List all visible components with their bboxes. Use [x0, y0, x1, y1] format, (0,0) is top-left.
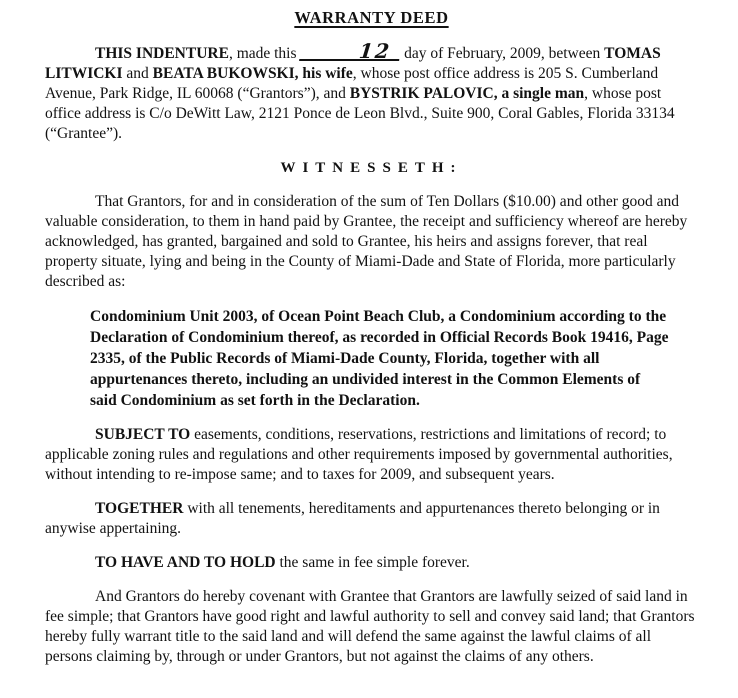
text-run: , whose post office address is C/o DeWitt Law, 2121 Ponce de Leon Blvd., Suite 900, Coral Gables, Florida 33134 (“Grantee”). [45, 85, 675, 142]
paragraph-together [45, 499, 698, 539]
text-run: BEATA BUKOWSKI, his wife [152, 65, 353, 82]
text-run: , made this [228, 45, 301, 62]
paragraph-habendum [45, 553, 698, 573]
text-run: the same in fee simple forever. [275, 554, 470, 571]
paragraph-covenant [45, 587, 698, 667]
text-run: TOMAS LITWICKI [45, 45, 661, 82]
paragraph-consideration [45, 192, 698, 292]
witnesseth-heading: WITNESSETH: [280, 160, 463, 176]
text-run: easements, conditions, reservations, restrictions and limitations of record; to applicable zoning rules and regulations and other requirements imposed by governmental authorities, without intending to re-impose same; and to taxes for 2009, and subsequent years. [45, 426, 673, 483]
text-run: TO HAVE AND TO HOLD [95, 554, 276, 571]
text-run: , whose post office address is 205 S. Cumberland Avenue, Park Ridge, IL 60068 (“Grantors”), and [45, 65, 659, 102]
paragraph-indenture [45, 39, 698, 144]
text-run: And Grantors do hereby covenant with Grantee that Grantors are lawfully seized of said land in fee simple; that Grantors have good right and lawful authority to sell and convey said land; that Grantors hereby fully warrant title to the said land and will defend the same against the lawful claims of all persons claiming by, through or under Grantors, but not against the claims of any others. [45, 588, 695, 665]
text-run: That Grantors, for and in consideration of the sum of Ten Dollars ($10.00) and other good and valuable consideration, to them in hand paid by Grantee, the receipt and sufficiency whereof are hereby acknowledged, has granted, bargained and sold to Grantee, his heirs and assigns forever, that real property situate, lying and being in the County of Miami-Dade and State of Florida, more particularly described as: [45, 193, 688, 290]
text-run: with all tenements, hereditaments and appurtenances thereto belonging or in anywise appertaining. [45, 500, 660, 537]
text-run: THIS INDENTURE [95, 45, 229, 62]
text-run: and [122, 65, 153, 82]
paragraph-subject-to [45, 425, 698, 485]
text-run: Condominium Unit 2003, of Ocean Point Beach Club, a Condominium according to the Declaration of Condominium thereof, as recorded in Official Records Book 19416, Page 2335, of the Public Records of Miami-Dade County, Florida, together with all appurtenances thereto, including an undivided interest in the Common Elements of said Condominium as set forth in the Declaration. [90, 308, 669, 409]
text-run: SUBJECT TO [95, 426, 191, 443]
legal-description [90, 306, 670, 411]
text-run: TOGETHER [95, 500, 184, 517]
handwritten-day: 12 [300, 44, 402, 61]
text-run: BYSTRIK PALOVIC, a single man [349, 85, 585, 102]
text-run: day of February, 2009, between [400, 45, 605, 62]
document-title: WARRANTY DEED [294, 8, 449, 27]
